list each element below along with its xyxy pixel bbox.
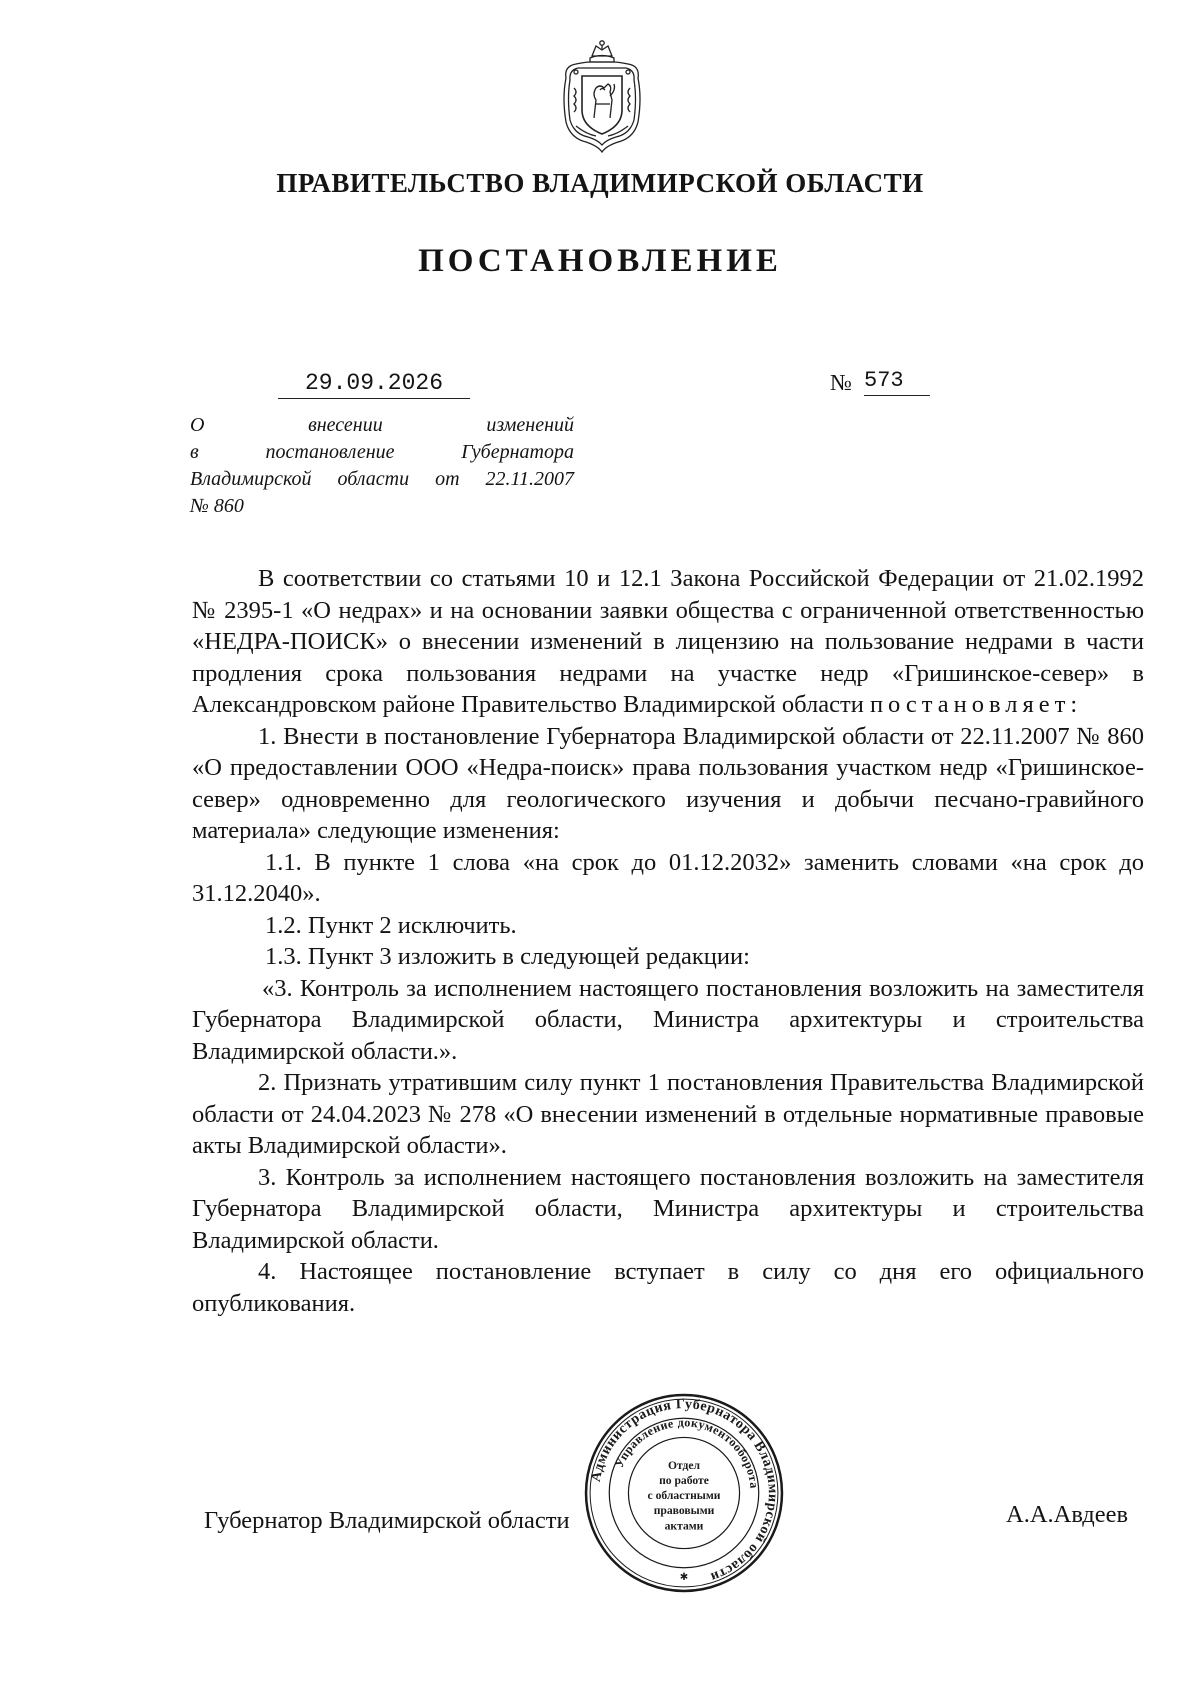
paragraph-3: 3. Контроль за исполнением настоящего постановления возложить на заместителя Губернатора Владимирской области, Министра архитектуры и строительства Владимирской области. — [192, 1163, 1144, 1254]
stamp-outer-text: Администрация Губернатора Владимирской области — [587, 1396, 781, 1586]
document-subject — [190, 412, 574, 520]
signer-position: Губернатор Владимирской области — [204, 1507, 570, 1534]
subject-line: Владимирской области от 22.11.2007 — [190, 468, 574, 490]
official-stamp — [583, 1392, 785, 1594]
stamp-center-line: актами — [664, 1519, 704, 1533]
document-body — [192, 563, 1144, 1319]
paragraph-1-3-quote: «3. Контроль за исполнением настоящего постановления возложить на заместителя Губернатора Владимирской области, Министра архитектуры и строительства Владимирской области.». — [192, 974, 1144, 1065]
paragraph-1: 1. Внести в постановление Губернатора Владимирской области от 22.11.2007 № 860 «О предоставлении ООО «Недра-поиск» права пользования участком недр «Гришинское-север» одновременно для геологического изучения и добычи песчано-гравийного материала» следующие изменения: — [192, 722, 1144, 844]
document-type: ПОСТАНОВЛЕНИЕ — [418, 243, 782, 279]
paragraph-1-2: 1.2. Пункт 2 исключить. — [265, 911, 517, 939]
document-number: 573 — [864, 368, 930, 396]
stamp-center-line: по работе — [659, 1473, 709, 1487]
stamp-star-icon: ✱ — [679, 1571, 689, 1583]
paragraph-4: 4. Настоящее постановление вступает в силу со дня его официального опубликования. — [192, 1258, 1144, 1317]
signer-name: А.А.Авдеев — [1006, 1501, 1129, 1528]
subject-line: в постановление Губернатора — [190, 441, 574, 463]
decree-word: постановляет: — [869, 691, 1083, 718]
stamp-center-line: с областными — [647, 1489, 721, 1503]
organization-title: ПРАВИТЕЛЬСТВО ВЛАДИМИРСКОЙ ОБЛАСТИ — [276, 168, 924, 198]
subject-line: № 860 — [190, 495, 244, 517]
intro-paragraph — [192, 563, 1144, 721]
paragraph-1-3: 1.3. Пункт 3 изложить в следующей редакции: — [265, 943, 750, 970]
intro-text: В соответствии со статьями 10 и 12.1 Закона Российской Федерации от 21.02.1992 № 2395-1 «О недрах» и на основании заявки общества с ограниченной ответственностью «НЕДРА-ПОИСК» о внесении изменений в лицензию на пользование недрами в части продления срока пользования недрами на участке недр «Гришинское-север» в Александровском районе Правительство Владимирской области — [192, 565, 1144, 718]
stamp-middle-text: Управление документооборота — [611, 1415, 762, 1490]
coat-of-arms-icon — [556, 38, 648, 156]
document-date: 29.09.2026 — [278, 370, 470, 399]
paragraph-2: 2. Признать утратившим силу пункт 1 постановления Правительства Владимирской области от 24.04.2023 № 278 «О внесении изменений в отдельные нормативные правовые акты Владимирской области». — [192, 1069, 1144, 1159]
number-sign: № — [830, 370, 852, 395]
stamp-center-line: Отдел — [667, 1458, 701, 1472]
stamp-center-line: правовыми — [653, 1504, 715, 1518]
paragraph-1-1: 1.1. В пункте 1 слова «на срок до 01.12.2032» заменить словами «на срок до 31.12.2040». — [192, 848, 1144, 907]
subject-line: О внесении изменений — [190, 414, 574, 436]
